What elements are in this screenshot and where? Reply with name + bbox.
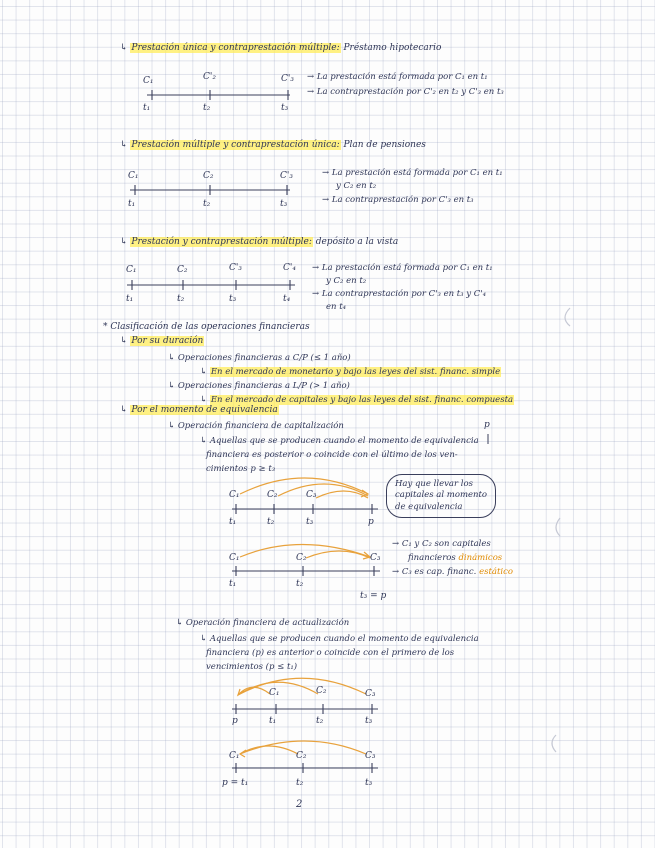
op-short-desc: ↳ En el mercado de monetario y bajo las leyes del sist. financ. simple: [200, 367, 501, 377]
cap-desc-1: ↳ Aquellas que se producen cuando el momento de equivalencia: [200, 436, 479, 446]
d3-bottom-4: t₄: [283, 294, 291, 304]
d1-bottom-2: t₂: [203, 103, 211, 113]
d6-top-1: C₁: [269, 688, 280, 698]
heading-multiple-single: ↳ Prestación múltiple y contraprestación única: Plan de pensiones: [120, 140, 426, 150]
d1-top-1: C₁: [143, 76, 154, 86]
d2-top-3: C'₃: [280, 171, 293, 181]
d4-bottom-1: t₁: [229, 517, 237, 527]
act-desc-3: vencimientos (p ≤ t₁): [206, 662, 298, 672]
by-duration-heading: ↳ Por su duración: [120, 336, 204, 346]
d2-note-2: y C₂ en t₂: [336, 181, 377, 191]
d4-bottom-p: p: [368, 517, 374, 527]
act-desc-1: ↳ Aquellas que se producen cuando el momento de equivalencia: [200, 634, 479, 644]
d2-bottom-2: t₂: [203, 199, 211, 209]
d6-top-2: C₂: [316, 686, 327, 696]
d2-note-3: → La contraprestación por C'₃ en t₃: [322, 195, 474, 205]
op-short: ↳ Operaciones financieras a C/P (≤ 1 año): [168, 353, 351, 363]
d3-note-4: en t₄: [326, 302, 347, 312]
bubble-line-1: Hay que llevar los: [395, 479, 473, 489]
d4-top-3: C₃: [306, 490, 317, 500]
d3-bottom-3: t₃: [229, 294, 237, 304]
heading-single-multiple: ↳ Prestación única y contraprestación múltiple: Préstamo hipotecario: [120, 43, 442, 53]
d3-note-2: y C₂ en t₂: [326, 276, 367, 286]
d2-top-2: C₂: [203, 171, 214, 181]
cap-desc-2: financiera es posterior o coincide con el último de los ven-: [206, 450, 458, 460]
d3-top-1: C₁: [126, 265, 137, 275]
d5-note-1b: financieros dinámicos: [408, 553, 503, 563]
d4-bottom-3: t₃: [306, 517, 314, 527]
bubble-line-3: de equivalencia: [395, 501, 463, 512]
d7-top-2: C₂: [296, 751, 307, 761]
act-desc-2: financiera (p) es anterior o coincide con el primero de los: [206, 648, 455, 658]
d6-bottom-p: p: [232, 716, 238, 726]
d1-top-3: C'₃: [281, 74, 294, 84]
d6-bottom-1: t₁: [269, 716, 277, 726]
d3-top-4: C'₄: [283, 263, 296, 273]
d1-top-2: C'₂: [203, 72, 216, 82]
cap-p-label: p: [484, 420, 490, 430]
d3-top-2: C₂: [177, 265, 188, 275]
d5-bottom-3: t₃ = p: [360, 591, 387, 601]
d1-bottom-1: t₁: [143, 103, 151, 113]
cap-title: ↳ Operación financiera de capitalización: [168, 421, 344, 431]
note-bubble: [386, 474, 496, 518]
d5-bottom-2: t₂: [296, 579, 304, 589]
d2-bottom-3: t₃: [280, 199, 288, 209]
d2-bottom-1: t₁: [128, 199, 136, 209]
d1-bottom-3: t₃: [281, 103, 289, 113]
d5-top-3: C₃: [370, 553, 381, 563]
d4-top-1: C₁: [229, 490, 240, 500]
d7-top-1: C₁: [229, 751, 240, 761]
heading-multiple-multiple: ↳ Prestación y contraprestación múltiple: depósito a la vista: [120, 237, 399, 247]
d3-bottom-1: t₁: [126, 294, 134, 304]
d5-top-1: C₁: [229, 553, 240, 563]
op-long-desc: ↳ En el mercado de capitales y bajo las leyes del sist. financ. compuesta: [200, 395, 514, 405]
d6-bottom-3: t₃: [365, 716, 373, 726]
d1-note-2: → La contraprestación por C'₂ en t₂ y C'₃ en t₃: [307, 87, 504, 97]
d3-top-3: C'₃: [229, 263, 242, 273]
d5-note-2: → C₃ es cap. financ. estático: [392, 567, 513, 577]
d1-note-1: → La prestación está formada por C₁ en t₁: [307, 72, 488, 82]
d7-bottom-2: t₂: [296, 778, 304, 788]
d5-top-2: C₂: [296, 553, 307, 563]
d2-top-1: C₁: [128, 171, 139, 181]
d6-bottom-2: t₂: [316, 716, 324, 726]
d3-note-1: → La prestación está formada por C₁ en t₁: [312, 263, 493, 273]
d7-bottom-1: p = t₁: [222, 778, 249, 788]
bubble-line-2: capitales al momento: [395, 490, 488, 501]
page-number: 2: [296, 799, 303, 810]
d7-bottom-3: t₃: [365, 778, 373, 788]
d7-top-3: C₃: [365, 751, 376, 761]
classification-title: * Clasificación de las operaciones financieras: [103, 322, 310, 332]
cap-desc-3: cimientos p ≥ t₃: [206, 464, 276, 474]
d4-top-2: C₂: [267, 490, 278, 500]
d3-note-3: → La contraprestación por C'₃ en t₃ y C'₄: [312, 289, 487, 299]
d5-note-1a: → C₁ y C₂ son capitales: [392, 539, 491, 549]
d5-bottom-1: t₁: [229, 579, 237, 589]
op-long: ↳ Operaciones financieras a L/P (> 1 año): [168, 381, 350, 391]
d6-top-3: C₃: [365, 689, 376, 699]
by-moment-heading: ↳ Por el momento de equivalencia: [120, 405, 278, 415]
actualization-title: ↳ Operación financiera de actualización: [176, 618, 350, 628]
d4-bottom-2: t₂: [267, 517, 275, 527]
d2-note-1: → La prestación está formada por C₁ en t₁: [322, 168, 503, 178]
d3-bottom-2: t₂: [177, 294, 185, 304]
